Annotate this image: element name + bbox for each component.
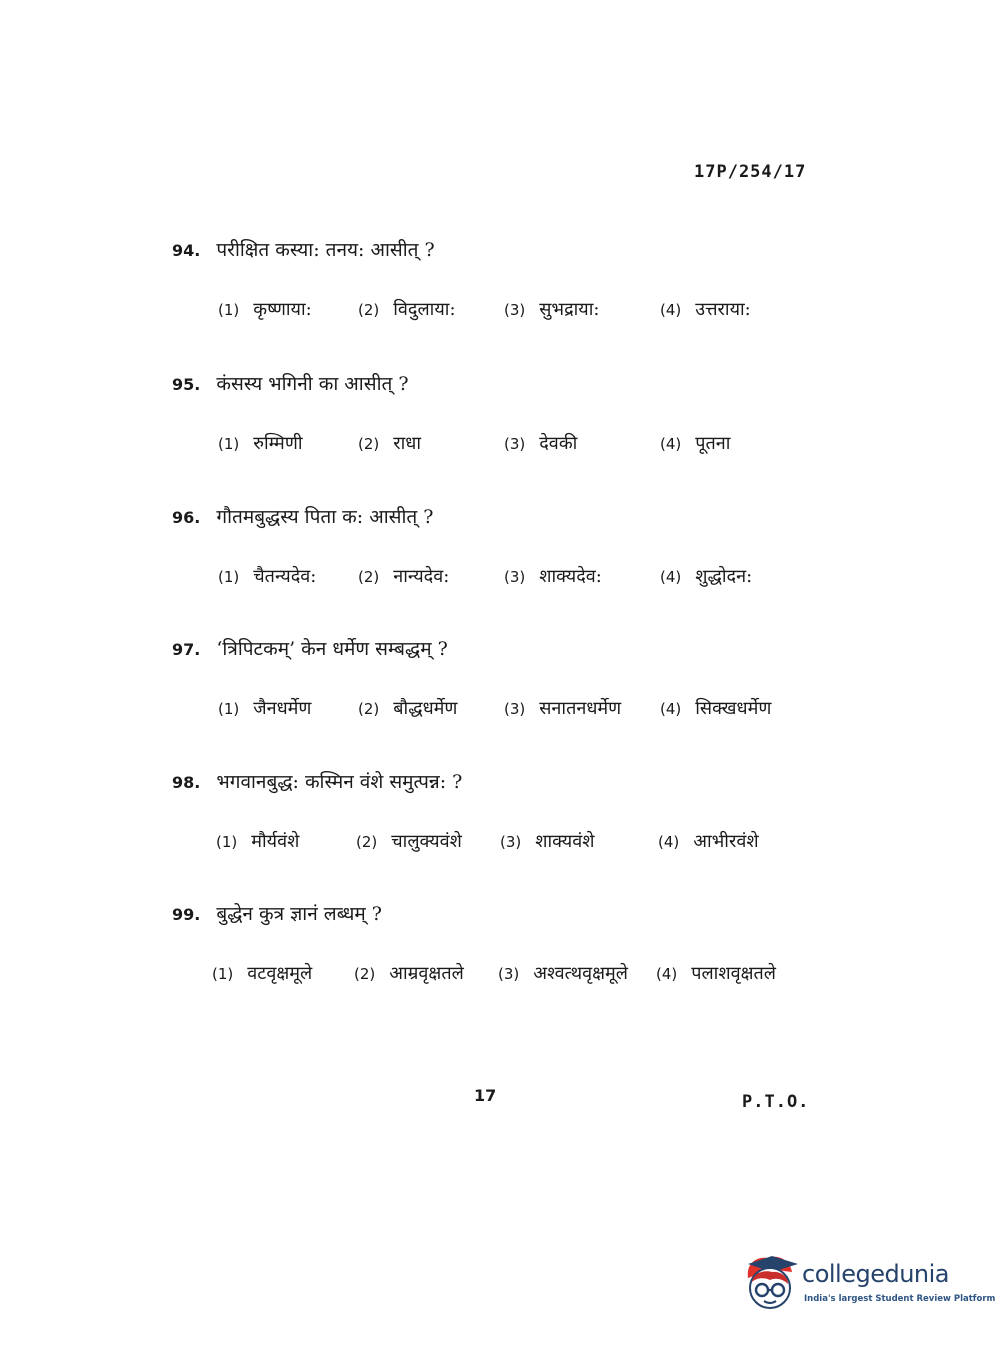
pto-label: P.T.O. [742, 1092, 810, 1112]
question-number: 95. [172, 375, 201, 394]
option-3: (3) देवकी [504, 433, 578, 454]
question-98 [172, 768, 812, 856]
question-text: परीक्षित कस्या: तनय: आसीत् ? [216, 239, 435, 261]
option-4: (4) पूतना [660, 433, 731, 454]
option-1: (1) चैतन्यदेव: [218, 566, 317, 587]
question-99 [172, 900, 812, 988]
option-2: (2) बौद्धधर्मेण [358, 698, 458, 719]
question-text: गौतमबुद्धस्य पिता क: आसीत् ? [216, 506, 434, 528]
option-4: (4) पलाशवृक्षतले [656, 963, 776, 984]
brand-name: collegedunia [802, 1260, 950, 1288]
question-number: 99. [172, 905, 201, 924]
option-3: (3) अश्वत्थवृक्षमूले [498, 963, 628, 984]
option-2: (2) विदुलाया: [358, 299, 456, 320]
question-number: 98. [172, 773, 201, 792]
option-3: (3) सुभद्राया: [504, 299, 600, 320]
question-number: 97. [172, 640, 201, 659]
question-number: 96. [172, 508, 201, 527]
mascot-icon [742, 1252, 800, 1310]
option-1: (1) कृष्णाया: [218, 299, 312, 320]
question-number: 94. [172, 241, 201, 260]
question-96 [172, 503, 812, 591]
option-1: (1) जैनधर्मेण [218, 698, 312, 719]
option-1: (1) वटवृक्षमूले [212, 963, 313, 984]
option-4: (4) उत्तराया: [660, 299, 751, 320]
option-4: (4) आभीरवंशे [658, 831, 759, 852]
option-3: (3) शाक्यवंशे [500, 831, 595, 852]
paper-code: 17P/254/17 [694, 162, 807, 182]
question-94 [172, 236, 812, 324]
option-2: (2) आम्रवृक्षतले [354, 963, 464, 984]
question-text: भगवानबुद्ध: कस्मिन वंशे समुत्पन्न: ? [216, 771, 463, 793]
question-text: ‘त्रिपिटकम्’ केन धर्मेण सम्बद्धम् ? [216, 638, 448, 660]
option-3: (3) शाक्यदेव: [504, 566, 602, 587]
option-1: (1) मौर्यवंशे [216, 831, 300, 852]
page-number: 17 [474, 1086, 497, 1105]
brand-tagline: India's largest Student Review Platform [804, 1294, 996, 1304]
question-97 [172, 635, 812, 723]
option-3: (3) सनातनधर्मेण [504, 698, 622, 719]
option-2: (2) नान्यदेव: [358, 566, 450, 587]
option-4: (4) शुद्धोदन: [660, 566, 753, 587]
question-text: कंसस्य भगिनी का आसीत् ? [216, 373, 409, 395]
option-2: (2) राधा [358, 433, 422, 454]
brand-logo [742, 1250, 996, 1312]
question-95 [172, 370, 812, 458]
option-2: (2) चालुक्यवंशे [356, 831, 462, 852]
option-4: (4) सिक्खधर्मेण [660, 698, 772, 719]
option-1: (1) रुम्मिणी [218, 433, 303, 454]
question-text: बुद्धेन कुत्र ज्ञानं लब्धम् ? [216, 903, 382, 925]
